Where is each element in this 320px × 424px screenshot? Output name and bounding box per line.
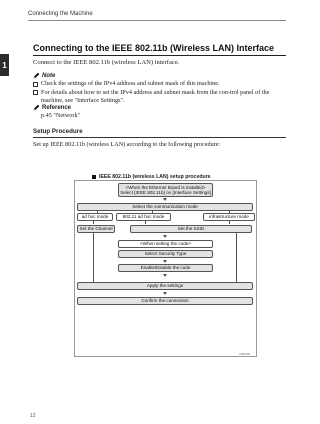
connector-line <box>93 233 94 283</box>
reference-link[interactable]: p.45 "Network" <box>41 112 81 119</box>
connector-line <box>93 221 94 224</box>
note-heading <box>33 72 55 79</box>
subsection-rule <box>33 137 286 138</box>
flow-step-apply-settings: Apply the settings <box>77 282 253 290</box>
note-item-text: Check the settings of the IPv4 address and subnet mask of this machine. <box>41 80 220 87</box>
flow-title-label: IEEE 802.11b (wireless LAN) setup procedure <box>99 174 211 180</box>
flow-step-security-type: Select Security Type <box>118 250 213 258</box>
flow-step-line: <When the Ethernet Board is installed> <box>125 184 206 190</box>
chapter-tab: 1 <box>0 54 9 76</box>
page-number: 12 <box>30 413 36 419</box>
flow-step-line: Select [IEEE 802.11b] on [Interface Settings] <box>120 190 211 195</box>
flow-step-confirm-connection: Confirm the connection <box>77 297 253 305</box>
arrow-down-icon <box>163 292 167 295</box>
flow-step-code-note: <When setting the code> <box>118 240 213 248</box>
checkbox-icon <box>33 90 38 95</box>
reference-heading-label: Reference <box>42 104 72 111</box>
note-item-text: For details about how to set the IPv4 address and subnet mask from the con-trol panel of the machine, see "Interface Settings". <box>41 88 270 104</box>
connector-line <box>236 233 237 283</box>
setup-text: Set up IEEE 802.11b (wireless LAN) according to the following procedure: <box>33 141 221 148</box>
diagram-id: ASE010S <box>239 353 251 356</box>
note-item <box>33 80 288 88</box>
flow-option-adhoc: ad hoc mode <box>77 213 113 221</box>
note-item <box>33 89 288 105</box>
arrow-down-icon <box>163 274 167 277</box>
reference-icon <box>33 104 40 111</box>
arrow-down-icon <box>163 198 167 201</box>
flow-step-set-ssid: Set the SSID <box>130 225 252 233</box>
flow-option-80211-adhoc: 802.11 ad hoc mode <box>116 213 171 221</box>
reference-heading <box>33 104 71 111</box>
checkbox-icon <box>33 82 38 87</box>
note-heading-label: Note <box>42 72 56 79</box>
running-head: Connecting the Machine <box>28 11 93 17</box>
connector-line <box>229 221 230 224</box>
connector-line <box>145 221 146 224</box>
flow-option-infrastructure: infrastructure mode <box>203 213 255 221</box>
section-rule <box>33 55 286 56</box>
arrow-down-icon <box>163 260 167 263</box>
intro-text: Connect to the IEEE 802.11b (wireless LAN) interface. <box>33 59 180 66</box>
square-bullet-icon <box>92 175 96 179</box>
flow-step-enable-code: Enable/Disable the code <box>118 264 213 272</box>
subsection-title: Setup Procedure <box>33 128 83 135</box>
section-title: Connecting to the IEEE 802.11b (Wireless LAN) Interface <box>33 43 274 53</box>
flow-step-select-interface <box>118 183 213 197</box>
arrow-down-icon <box>163 235 167 238</box>
pencil-icon <box>33 72 40 79</box>
header-rule <box>28 20 286 21</box>
flow-step-set-channel: Set the Channel <box>77 225 115 233</box>
flow-step-communication-mode: Select the communication mode <box>77 203 253 211</box>
